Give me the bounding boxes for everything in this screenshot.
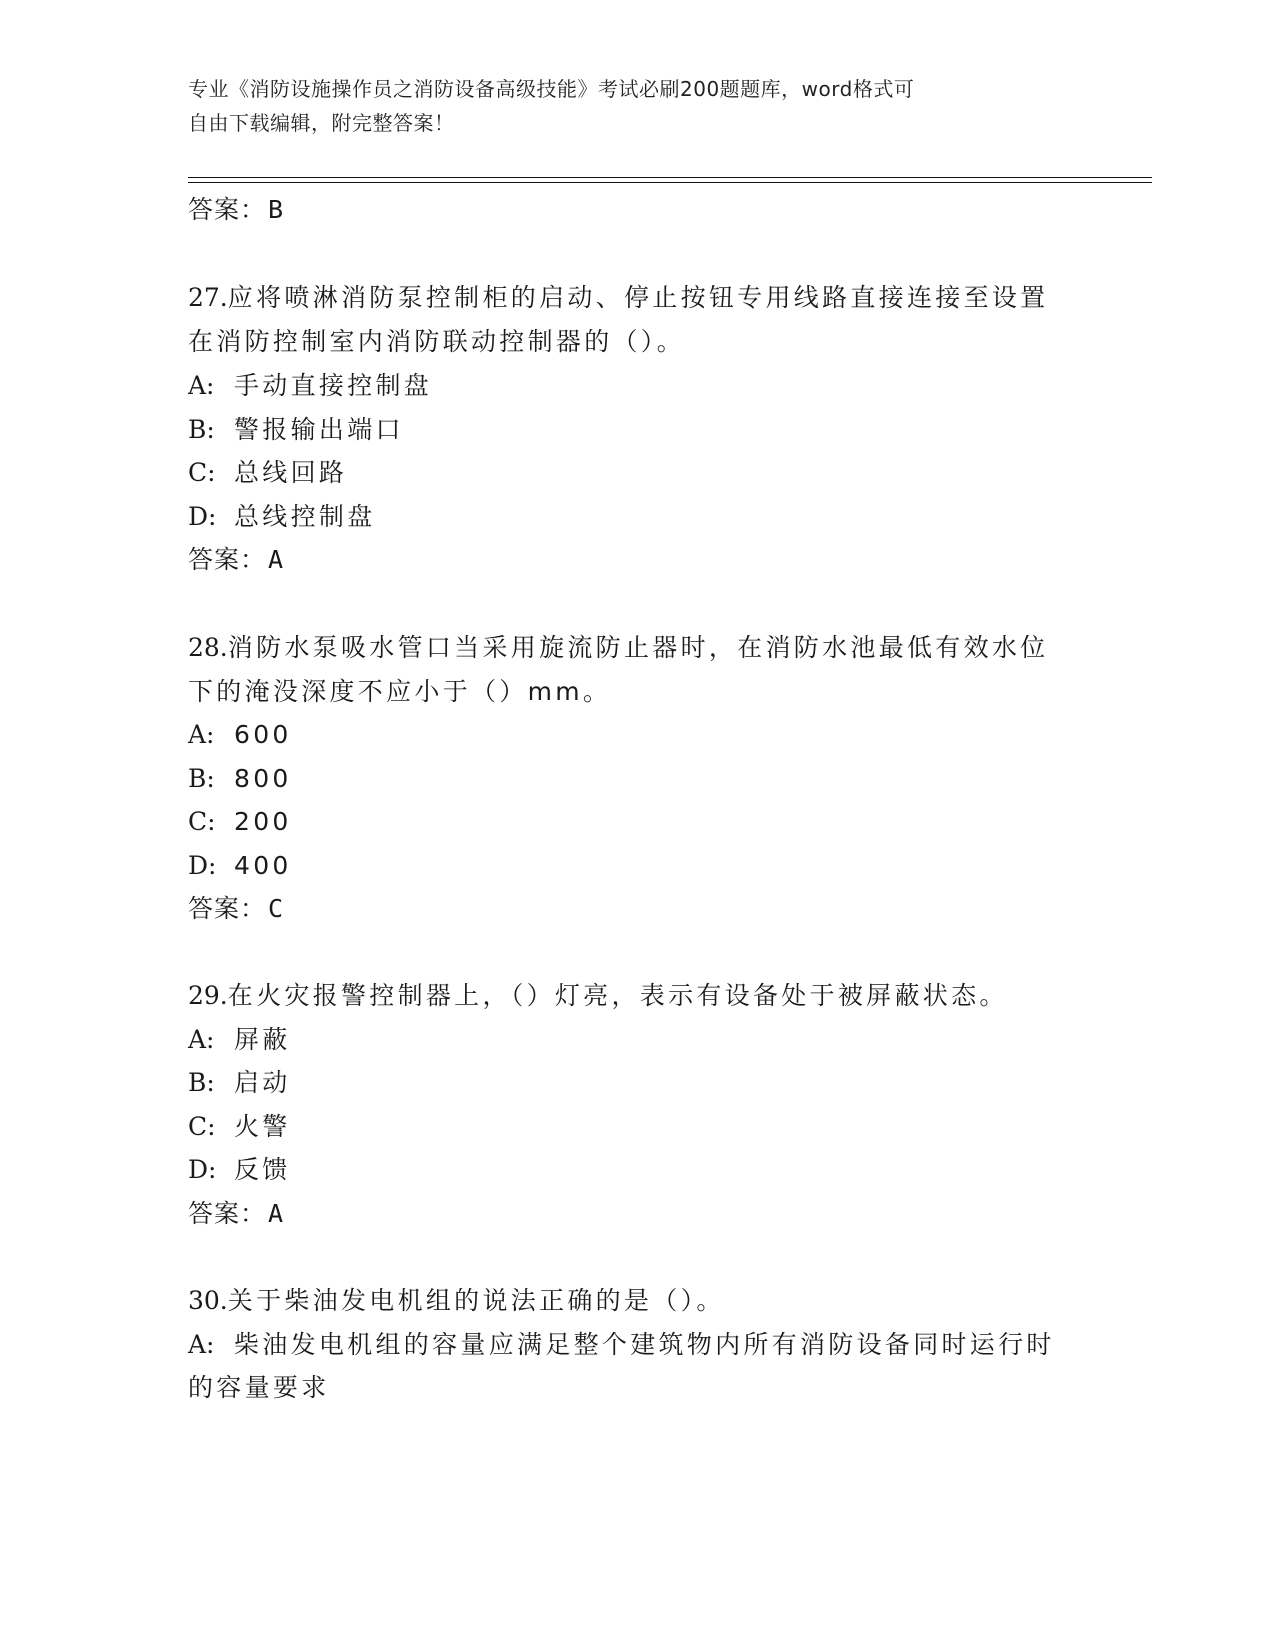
option-label: A: [188,371,215,400]
option-text: 400 [234,851,292,880]
option-text: 启动 [234,1068,291,1097]
question-27-option-d [188,497,376,537]
question-28-answer [188,889,284,929]
option-text: 手动直接控制盘 [234,371,433,400]
option-label: B: [188,415,215,444]
question-30-line-1 [188,1281,725,1321]
question-27-option-c [188,453,347,493]
question-30-option-a [188,1325,1055,1365]
option-label: C: [188,1112,216,1141]
question-number: 27. [188,283,228,312]
answer-label: 答案： [188,1199,267,1228]
question-text: 关于柴油发电机组的说法正确的是（）。 [227,1286,725,1315]
answer-label: 答案： [188,894,267,923]
question-27-option-b [188,410,404,450]
question-28-line-1 [188,628,1048,668]
option-label: B: [188,764,215,793]
question-29-option-b [188,1063,291,1103]
question-text: 在火灾报警控制器上，（）灯亮，表示有设备处于被屏蔽状态。 [227,981,1008,1010]
question-28-line-2: 下的淹没深度不应小于（）mm。 [188,677,612,706]
option-label: A: [188,1330,215,1359]
option-label: B: [188,1068,215,1097]
option-label: D: [188,1155,217,1184]
answer-value: A [268,1199,285,1228]
question-text: 消防水泵吸水管口当采用旋流防止器时，在消防水池最低有效水位 [227,633,1049,662]
option-text: 反馈 [234,1155,291,1184]
question-27-line-1 [188,278,1048,318]
option-label: C: [188,807,216,836]
question-27-answer [188,540,284,580]
question-28-option-a [188,715,292,755]
question-28-option-b [188,759,292,799]
option-text: 800 [234,764,292,793]
prev-answer [188,190,284,230]
option-label: C: [188,458,216,487]
question-number: 29. [188,981,228,1010]
question-number: 30. [188,1286,228,1315]
option-text: 警报输出端口 [234,415,404,444]
document-header [188,72,1088,140]
option-text: 柴油发电机组的容量应满足整个建筑物内所有消防设备同时运行时 [234,1330,1055,1359]
option-text: 火警 [234,1112,291,1141]
question-29-option-d [188,1150,291,1190]
question-28-option-c [188,802,292,842]
question-29-option-a [188,1020,291,1060]
question-29-line-1 [188,976,1008,1016]
option-text: 屏蔽 [234,1025,291,1054]
option-text: 总线控制盘 [234,502,376,531]
question-27-option-a [188,366,432,406]
option-label: D: [188,502,217,531]
question-text: 应将喷淋消防泵控制柜的启动、停止按钮专用线路直接连接至设置 [227,283,1049,312]
header-divider-top [188,177,1152,178]
answer-value: A [268,545,285,574]
option-label: A: [188,720,215,749]
option-text: 600 [234,720,292,749]
option-text: 总线回路 [234,458,348,487]
question-number: 28. [188,633,228,662]
question-27-line-2: 在消防控制室内消防联动控制器的（）。 [188,327,685,356]
question-29-answer [188,1194,284,1234]
question-29-option-c [188,1107,291,1147]
option-label: A: [188,1025,215,1054]
option-text: 200 [234,807,292,836]
option-label: D: [188,851,217,880]
question-28-option-d [188,846,292,886]
answer-label: 答案： [188,195,267,224]
answer-value: C [268,894,285,923]
header-line-1: 专业《消防设施操作员之消防设备高级技能》考试必刷200题题库，word格式可 [188,77,915,101]
question-30-option-a-continued: 的容量要求 [188,1373,330,1402]
answer-label: 答案： [188,545,267,574]
answer-value: B [268,195,285,224]
header-divider-bottom [188,182,1152,183]
header-line-2: 自由下载编辑，附完整答案！ [188,111,455,135]
